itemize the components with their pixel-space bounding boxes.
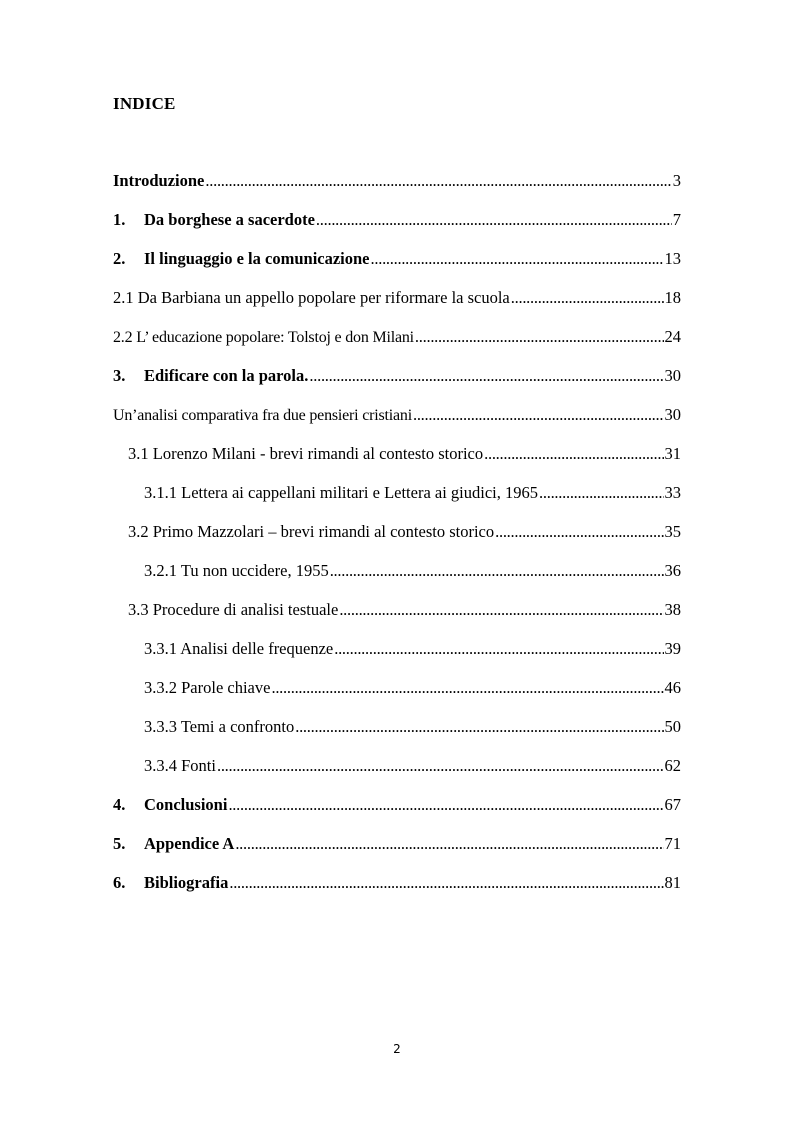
toc-entry-3-3[interactable] — [128, 600, 681, 624]
dot-leader — [339, 600, 663, 620]
toc-entry-number: 2. — [113, 249, 126, 268]
toc-entry-label: 3.3.3 Temi a confronto — [144, 717, 295, 736]
toc-entry-da-borghese[interactable] — [113, 210, 681, 234]
toc-entry-label: Il linguaggio e la comunicazione — [144, 249, 370, 268]
dot-leader — [539, 483, 663, 503]
toc-entry-3-3-4[interactable] — [144, 756, 681, 780]
toc-entry-label: 3.3.4 Fonti — [144, 756, 216, 775]
toc-entry-page: 36 — [664, 561, 681, 580]
toc-entry-label: 3.2.1 Tu non uccidere, 1955 — [144, 561, 329, 580]
toc-entry-label: Da borghese a sacerdote — [144, 210, 315, 229]
toc-entry-3-1[interactable] — [128, 444, 681, 468]
toc-entry-label: 3.3.1 Analisi delle frequenze — [144, 639, 334, 658]
dot-leader — [235, 834, 663, 854]
toc-entry-page: 81 — [664, 873, 681, 892]
toc-entry-label: 3.1.1 Lettera ai cappellani militari e Lettera ai giudici, 1965 — [144, 483, 539, 502]
toc-entry-page: 62 — [664, 756, 681, 775]
dot-leader — [334, 639, 663, 659]
toc-entry-page: 30 — [664, 366, 681, 385]
toc-entry-3-2[interactable] — [128, 522, 681, 546]
toc-entry-conclusioni[interactable] — [113, 795, 681, 819]
toc-entry-page: 7 — [672, 210, 681, 229]
toc-entry-page: 31 — [664, 444, 681, 463]
toc-entry-2-1[interactable] — [113, 288, 681, 312]
toc-entry-3-3-2[interactable] — [144, 678, 681, 702]
dot-leader — [415, 327, 664, 347]
toc-entry-page: 46 — [664, 678, 681, 697]
toc-entry-page: 71 — [664, 834, 681, 853]
dot-leader — [205, 171, 671, 191]
dot-leader — [495, 522, 663, 542]
toc-entry-number: 3. — [113, 366, 126, 385]
toc-entry-3-3-1[interactable] — [144, 639, 681, 663]
dot-leader — [217, 756, 664, 776]
toc-entry-analisi-comparativa[interactable] — [113, 405, 681, 429]
toc-entry-label: 2.1 Da Barbiana un appello popolare per riformare la scuola — [113, 288, 510, 307]
dot-leader — [229, 873, 663, 893]
toc-entry-page: 33 — [664, 483, 681, 502]
page-number: 2 — [393, 1042, 401, 1056]
dot-leader — [371, 249, 664, 269]
toc-entry-page: 38 — [664, 600, 681, 619]
toc-entry-label: 3.2 Primo Mazzolari – brevi rimandi al contesto storico — [128, 522, 495, 541]
toc-entry-page: 39 — [664, 639, 681, 658]
toc-entry-number: 6. — [113, 873, 126, 892]
toc-entry-label: Un’analisi comparativa fra due pensieri cristiani — [113, 407, 412, 424]
toc-entry-page: 50 — [664, 717, 681, 736]
toc-entry-label: 2.2 L’ educazione popolare: Tolstoj e don Milani — [113, 329, 414, 346]
toc-entry-bibliografia[interactable] — [113, 873, 681, 897]
toc-entry-linguaggio[interactable] — [113, 249, 681, 273]
dot-leader — [316, 210, 672, 230]
toc-entry-appendice[interactable] — [113, 834, 681, 858]
toc-entry-page: 24 — [664, 327, 681, 346]
toc-entry-page: 3 — [672, 171, 681, 190]
dot-leader — [295, 717, 663, 737]
toc-entry-3-1-1[interactable] — [144, 483, 681, 507]
dot-leader — [309, 366, 663, 386]
toc-entry-label: 3.3.2 Parole chiave — [144, 678, 271, 697]
dot-leader — [413, 405, 664, 425]
toc-entry-label: Bibliografia — [144, 873, 229, 892]
toc-entry-page: 13 — [664, 249, 681, 268]
dot-leader — [330, 561, 664, 581]
toc-entry-label: 3.3 Procedure di analisi testuale — [128, 600, 339, 619]
toc-entry-label: Conclusioni — [144, 795, 228, 814]
toc-entry-3-2-1[interactable] — [144, 561, 681, 585]
dot-leader — [228, 795, 663, 815]
toc-entry-page: 18 — [664, 288, 681, 307]
toc-entry-label: Appendice A — [144, 834, 235, 853]
toc-entry-label: Edificare con la parola. — [144, 366, 309, 385]
dot-leader — [271, 678, 663, 698]
toc-entry-edificare[interactable] — [113, 366, 681, 390]
toc-entry-page: 35 — [664, 522, 681, 541]
toc-entry-label: 3.1 Lorenzo Milani - brevi rimandi al contesto storico — [128, 444, 484, 463]
toc-entry-number: 1. — [113, 210, 126, 229]
toc-entry-page: 67 — [664, 795, 681, 814]
dot-leader — [484, 444, 663, 464]
toc-entry-number: 4. — [113, 795, 126, 814]
toc-entry-label: Introduzione — [113, 171, 205, 190]
toc-entry-page: 30 — [664, 405, 681, 424]
toc-entry-number: 5. — [113, 834, 126, 853]
page-title: INDICE — [113, 94, 176, 113]
toc-entry-2-2[interactable] — [113, 327, 681, 351]
dot-leader — [511, 288, 664, 308]
toc-entry-3-3-3[interactable] — [144, 717, 681, 741]
toc-entry-introduzione[interactable] — [113, 171, 681, 195]
